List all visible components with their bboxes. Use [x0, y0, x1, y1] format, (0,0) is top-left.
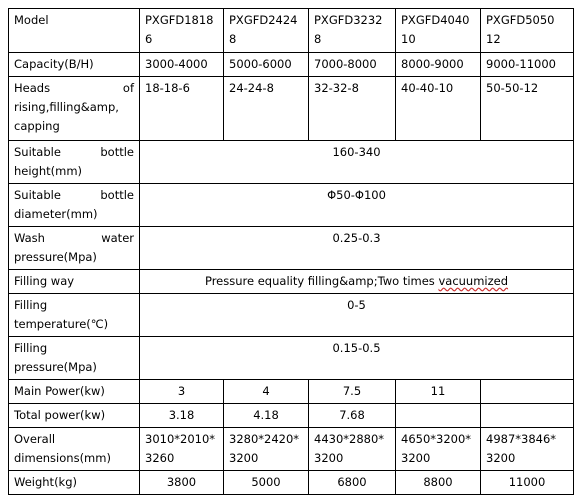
model-cell: PXGFD4040 10 [396, 9, 481, 53]
bottle-height-row [9, 141, 574, 184]
capacity-cell: 8000-9000 [396, 53, 481, 77]
filling-pressure-label: Filling pressure(Mpa) [9, 337, 140, 380]
capacity-cell: 7000-8000 [309, 53, 396, 77]
model-cell: PXGFD2424 8 [224, 9, 309, 53]
total-power-cell: 4.18 [224, 404, 309, 428]
filling-way-row [9, 270, 574, 294]
bottle-height-value: 160-340 [140, 141, 574, 184]
wash-pressure-label: Wash water pressure(Mpa) [9, 227, 140, 270]
heads-cell: 32-32-8 [309, 77, 396, 141]
total-power-label: Total power(kw) [9, 404, 140, 428]
weight-label: Weight(kg) [9, 471, 140, 495]
model-row [9, 9, 574, 53]
wash-pressure-value: 0.25-0.3 [140, 227, 574, 270]
main-power-row [9, 380, 574, 404]
weight-cell: 5000 [224, 471, 309, 495]
heads-row [9, 77, 574, 141]
bottle-diameter-value: Φ50-Φ100 [140, 184, 574, 227]
heads-cell: 24-24-8 [224, 77, 309, 141]
total-power-row [9, 404, 574, 428]
filling-way-label: Filling way [9, 270, 140, 294]
weight-cell: 3800 [140, 471, 224, 495]
capacity-cell: 9000-11000 [481, 53, 574, 77]
dimensions-label: Overall dimensions(mm) [9, 428, 140, 471]
model-cell: PXGFD5050 12 [481, 9, 574, 53]
model-cell: PXGFD1818 6 [140, 9, 224, 53]
bottle-height-label: Suitable bottle height(mm) [9, 141, 140, 184]
model-label: Model [9, 9, 140, 53]
capacity-row [9, 53, 574, 77]
filling-temp-value: 0-5 [140, 294, 574, 337]
heads-cell: 40-40-10 [396, 77, 481, 141]
bottle-diameter-row [9, 184, 574, 227]
main-power-cell: 7.5 [309, 380, 396, 404]
main-power-cell: 11 [396, 380, 481, 404]
heads-cell: 50-50-12 [481, 77, 574, 141]
filling-temp-row [9, 294, 574, 337]
bottle-diameter-label: Suitable bottle diameter(mm) [9, 184, 140, 227]
spec-table [8, 8, 574, 495]
dimensions-cell: 4650*3200* 3200 [396, 428, 481, 471]
main-power-cell: 4 [224, 380, 309, 404]
weight-cell: 6800 [309, 471, 396, 495]
filling-way-value: Pressure equality filling&amp;Two times vacuumized [140, 270, 574, 294]
weight-cell: 8800 [396, 471, 481, 495]
dimensions-cell: 4430*2880* 3200 [309, 428, 396, 471]
dimensions-row [9, 428, 574, 471]
total-power-cell: 7.68 [309, 404, 396, 428]
total-power-cell-empty [481, 404, 574, 428]
wash-pressure-row [9, 227, 574, 270]
main-power-label: Main Power(kw) [9, 380, 140, 404]
filling-pressure-row [9, 337, 574, 380]
total-power-cell-empty [396, 404, 481, 428]
main-power-cell-empty [481, 380, 574, 404]
dimensions-cell: 4987*3846* 3200 [481, 428, 574, 471]
heads-label: Heads of rising,filling&amp, capping [9, 77, 140, 141]
weight-cell: 11000 [481, 471, 574, 495]
capacity-cell: 3000-4000 [140, 53, 224, 77]
filling-pressure-value: 0.15-0.5 [140, 337, 574, 380]
weight-row [9, 471, 574, 495]
capacity-label: Capacity(B/H) [9, 53, 140, 77]
filling-temp-label: Filling temperature(℃) [9, 294, 140, 337]
capacity-cell: 5000-6000 [224, 53, 309, 77]
dimensions-cell: 3280*2420* 3200 [224, 428, 309, 471]
model-cell: PXGFD3232 8 [309, 9, 396, 53]
dimensions-cell: 3010*2010* 3260 [140, 428, 224, 471]
heads-cell: 18-18-6 [140, 77, 224, 141]
total-power-cell: 3.18 [140, 404, 224, 428]
main-power-cell: 3 [140, 380, 224, 404]
